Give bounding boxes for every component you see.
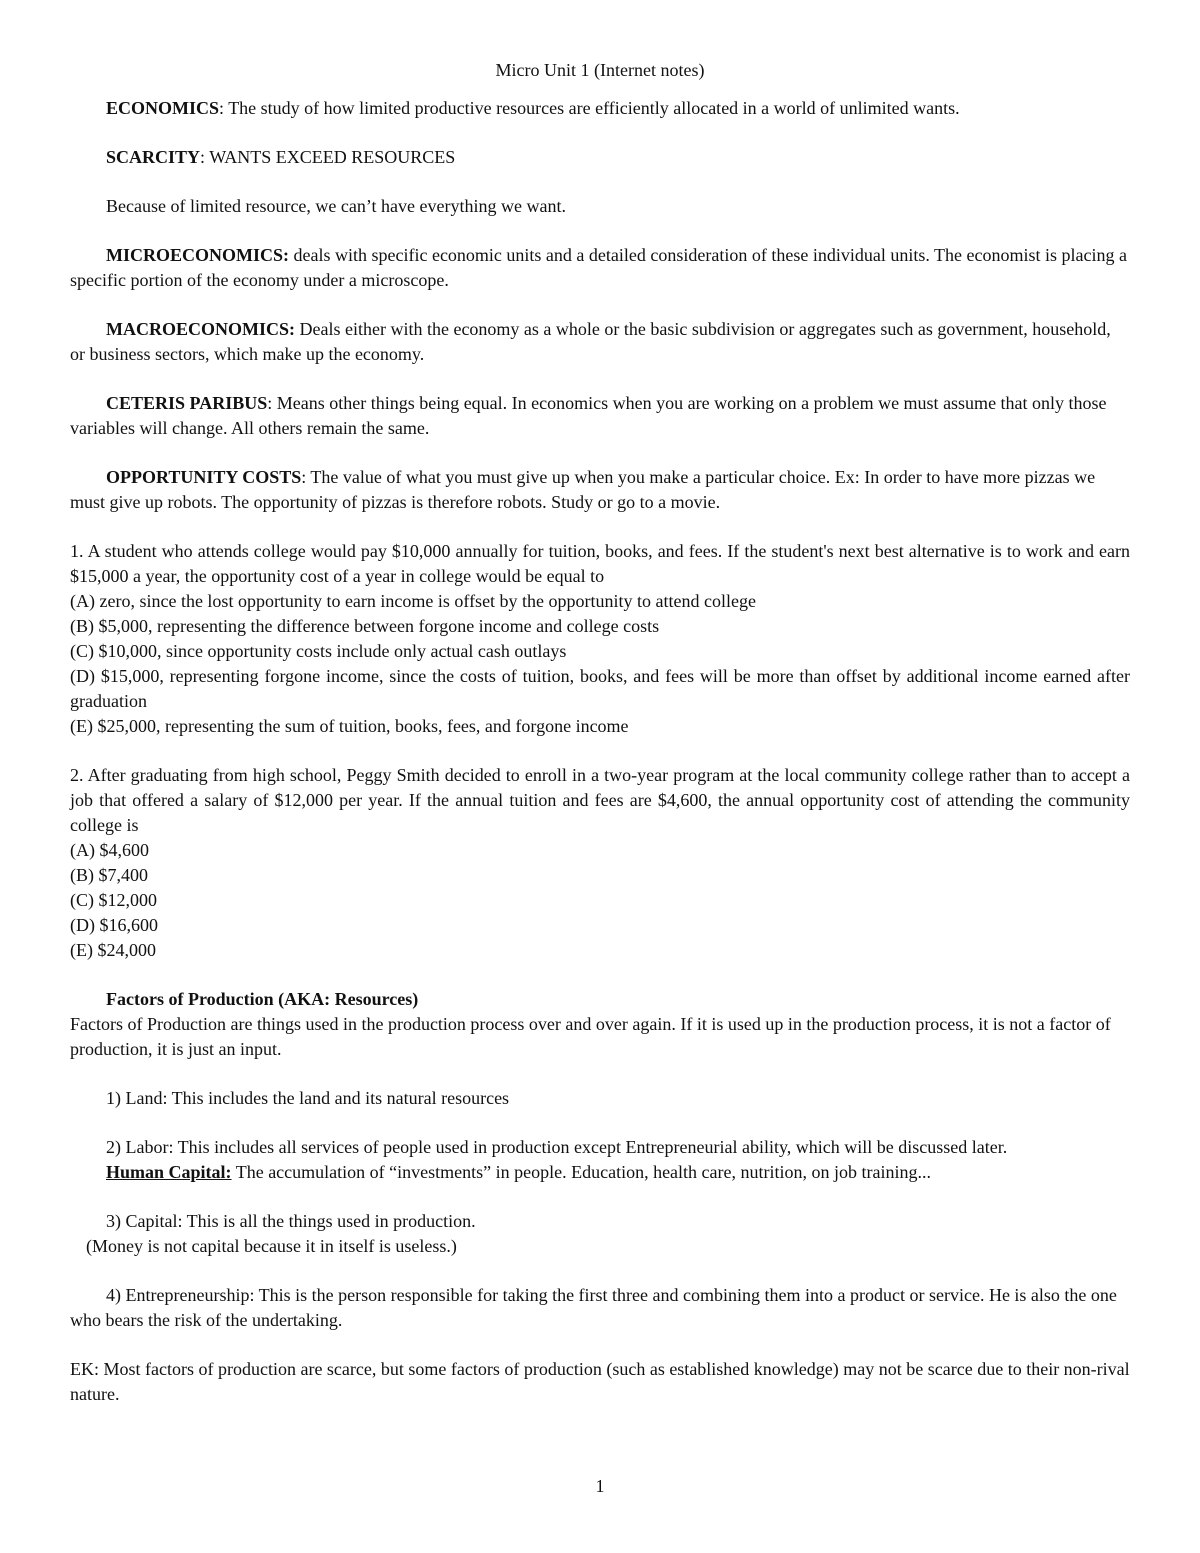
question-1-option-c: (C) $10,000, since opportunity costs include only actual cash outlays: [70, 641, 567, 661]
page-number: 1: [595, 1476, 605, 1496]
factor-entrepreneurship: 4) Entrepreneurship: This is the person responsible for taking the first three and combining them into a product or service. He is also the one who bears the risk of the undertaking.: [70, 1285, 1117, 1330]
factors-intro: Factors of Production are things used in the production process over and over again. If it is used up in the production process, it is not a factor of production, it is just an input.: [70, 1014, 1111, 1059]
definition-macroeconomics-text: Deals either with the economy as a whole or the basic subdivision or aggregates such as government, household, or business sectors, which make up the economy.: [70, 319, 1111, 364]
question-1-option-b: (B) $5,000, representing the difference between forgone income and college costs: [70, 616, 660, 636]
question-2-option-b: (B) $7,400: [70, 865, 148, 885]
factors-heading: Factors of Production (AKA: Resources): [106, 989, 419, 1009]
factor-capital: 3) Capital: This is all the things used in production.: [106, 1211, 476, 1231]
definition-scarcity-text: : WANTS EXCEED RESOURCES: [200, 147, 456, 167]
definition-microeconomics-text: deals with specific economic units and a detailed consideration of these individual units. The economist is placing a specific portion of the economy under a microscope.: [70, 245, 1127, 290]
definition-economics-text: : The study of how limited productive resources are efficiently allocated in a world of unlimited wants.: [219, 98, 960, 118]
definition-microeconomics: [70, 243, 1130, 293]
human-capital-text: The accumulation of “investments” in people. Education, health care, nutrition, on job training...: [231, 1162, 931, 1182]
definition-opportunity-costs: [70, 465, 1130, 515]
capital-note: (Money is not capital because it in itself is useless.): [86, 1236, 457, 1256]
question-1: [70, 539, 1130, 739]
question-1-option-d: (D) $15,000, representing forgone income, since the costs of tuition, books, and fees will be more than offset by additional income earned after graduation: [70, 666, 1130, 711]
ek-note: EK: Most factors of production are scarce, but some factors of production (such as established knowledge) may not be scarce due to their non-rival nature.: [70, 1359, 1130, 1404]
limited-resource-note: Because of limited resource, we can’t have everything we want.: [106, 196, 566, 216]
question-2-stem: 2. After graduating from high school, Peggy Smith decided to enroll in a two-year program at the local community college rather than to accept a job that offered a salary of $12,000 per year. If the annual tuition and fees are $4,600, the annual opportunity cost of attending the community college is: [70, 765, 1130, 835]
term-macroeconomics: MACROECONOMICS:: [106, 319, 295, 339]
term-microeconomics: MICROECONOMICS:: [106, 245, 289, 265]
factor-land: 1) Land: This includes the land and its natural resources: [106, 1088, 510, 1108]
question-2: [70, 763, 1130, 963]
human-capital-term: Human Capital:: [106, 1162, 232, 1182]
factors-section: [70, 987, 1130, 1407]
definition-opportunity-costs-text: : The value of what you must give up when you make a particular choice. Ex: In order to have more pizzas we must give up robots. The opportunity of pizzas is therefore robots. Study or go to a movie.: [70, 467, 1096, 512]
question-2-option-e: (E) $24,000: [70, 940, 156, 960]
definition-ceteris-paribus-text: : Means other things being equal. In economics when you are working on a problem we must assume that only those variables will change. All others remain the same.: [70, 393, 1107, 438]
question-2-option-d: (D) $16,600: [70, 915, 158, 935]
question-1-option-a: (A) zero, since the lost opportunity to earn income is offset by the opportunity to attend college: [70, 591, 756, 611]
definition-macroeconomics: [70, 317, 1130, 367]
question-2-option-c: (C) $12,000: [70, 890, 157, 910]
question-2-option-a: (A) $4,600: [70, 840, 149, 860]
term-ceteris-paribus: CETERIS PARIBUS: [106, 393, 268, 413]
definition-scarcity: [70, 145, 1130, 170]
term-opportunity-costs: OPPORTUNITY COSTS: [106, 467, 302, 487]
document-body: [70, 58, 1130, 1407]
document-title: Micro Unit 1 (Internet notes): [495, 60, 705, 80]
definition-economics: [70, 96, 1130, 121]
question-1-stem: 1. A student who attends college would pay $10,000 annually for tuition, books, and fees. If the student's next best alternative is to work and earn $15,000 a year, the opportunity cost of a year in college would be equal to: [70, 541, 1130, 586]
human-capital: [70, 1160, 1130, 1185]
factor-labor: 2) Labor: This includes all services of people used in production except Entrepreneurial ability, which will be discussed later.: [106, 1137, 1008, 1157]
definition-ceteris-paribus: [70, 391, 1130, 441]
term-scarcity: SCARCITY: [106, 147, 201, 167]
question-1-option-e: (E) $25,000, representing the sum of tuition, books, fees, and forgone income: [70, 716, 629, 736]
term-economics: ECONOMICS: [106, 98, 220, 118]
